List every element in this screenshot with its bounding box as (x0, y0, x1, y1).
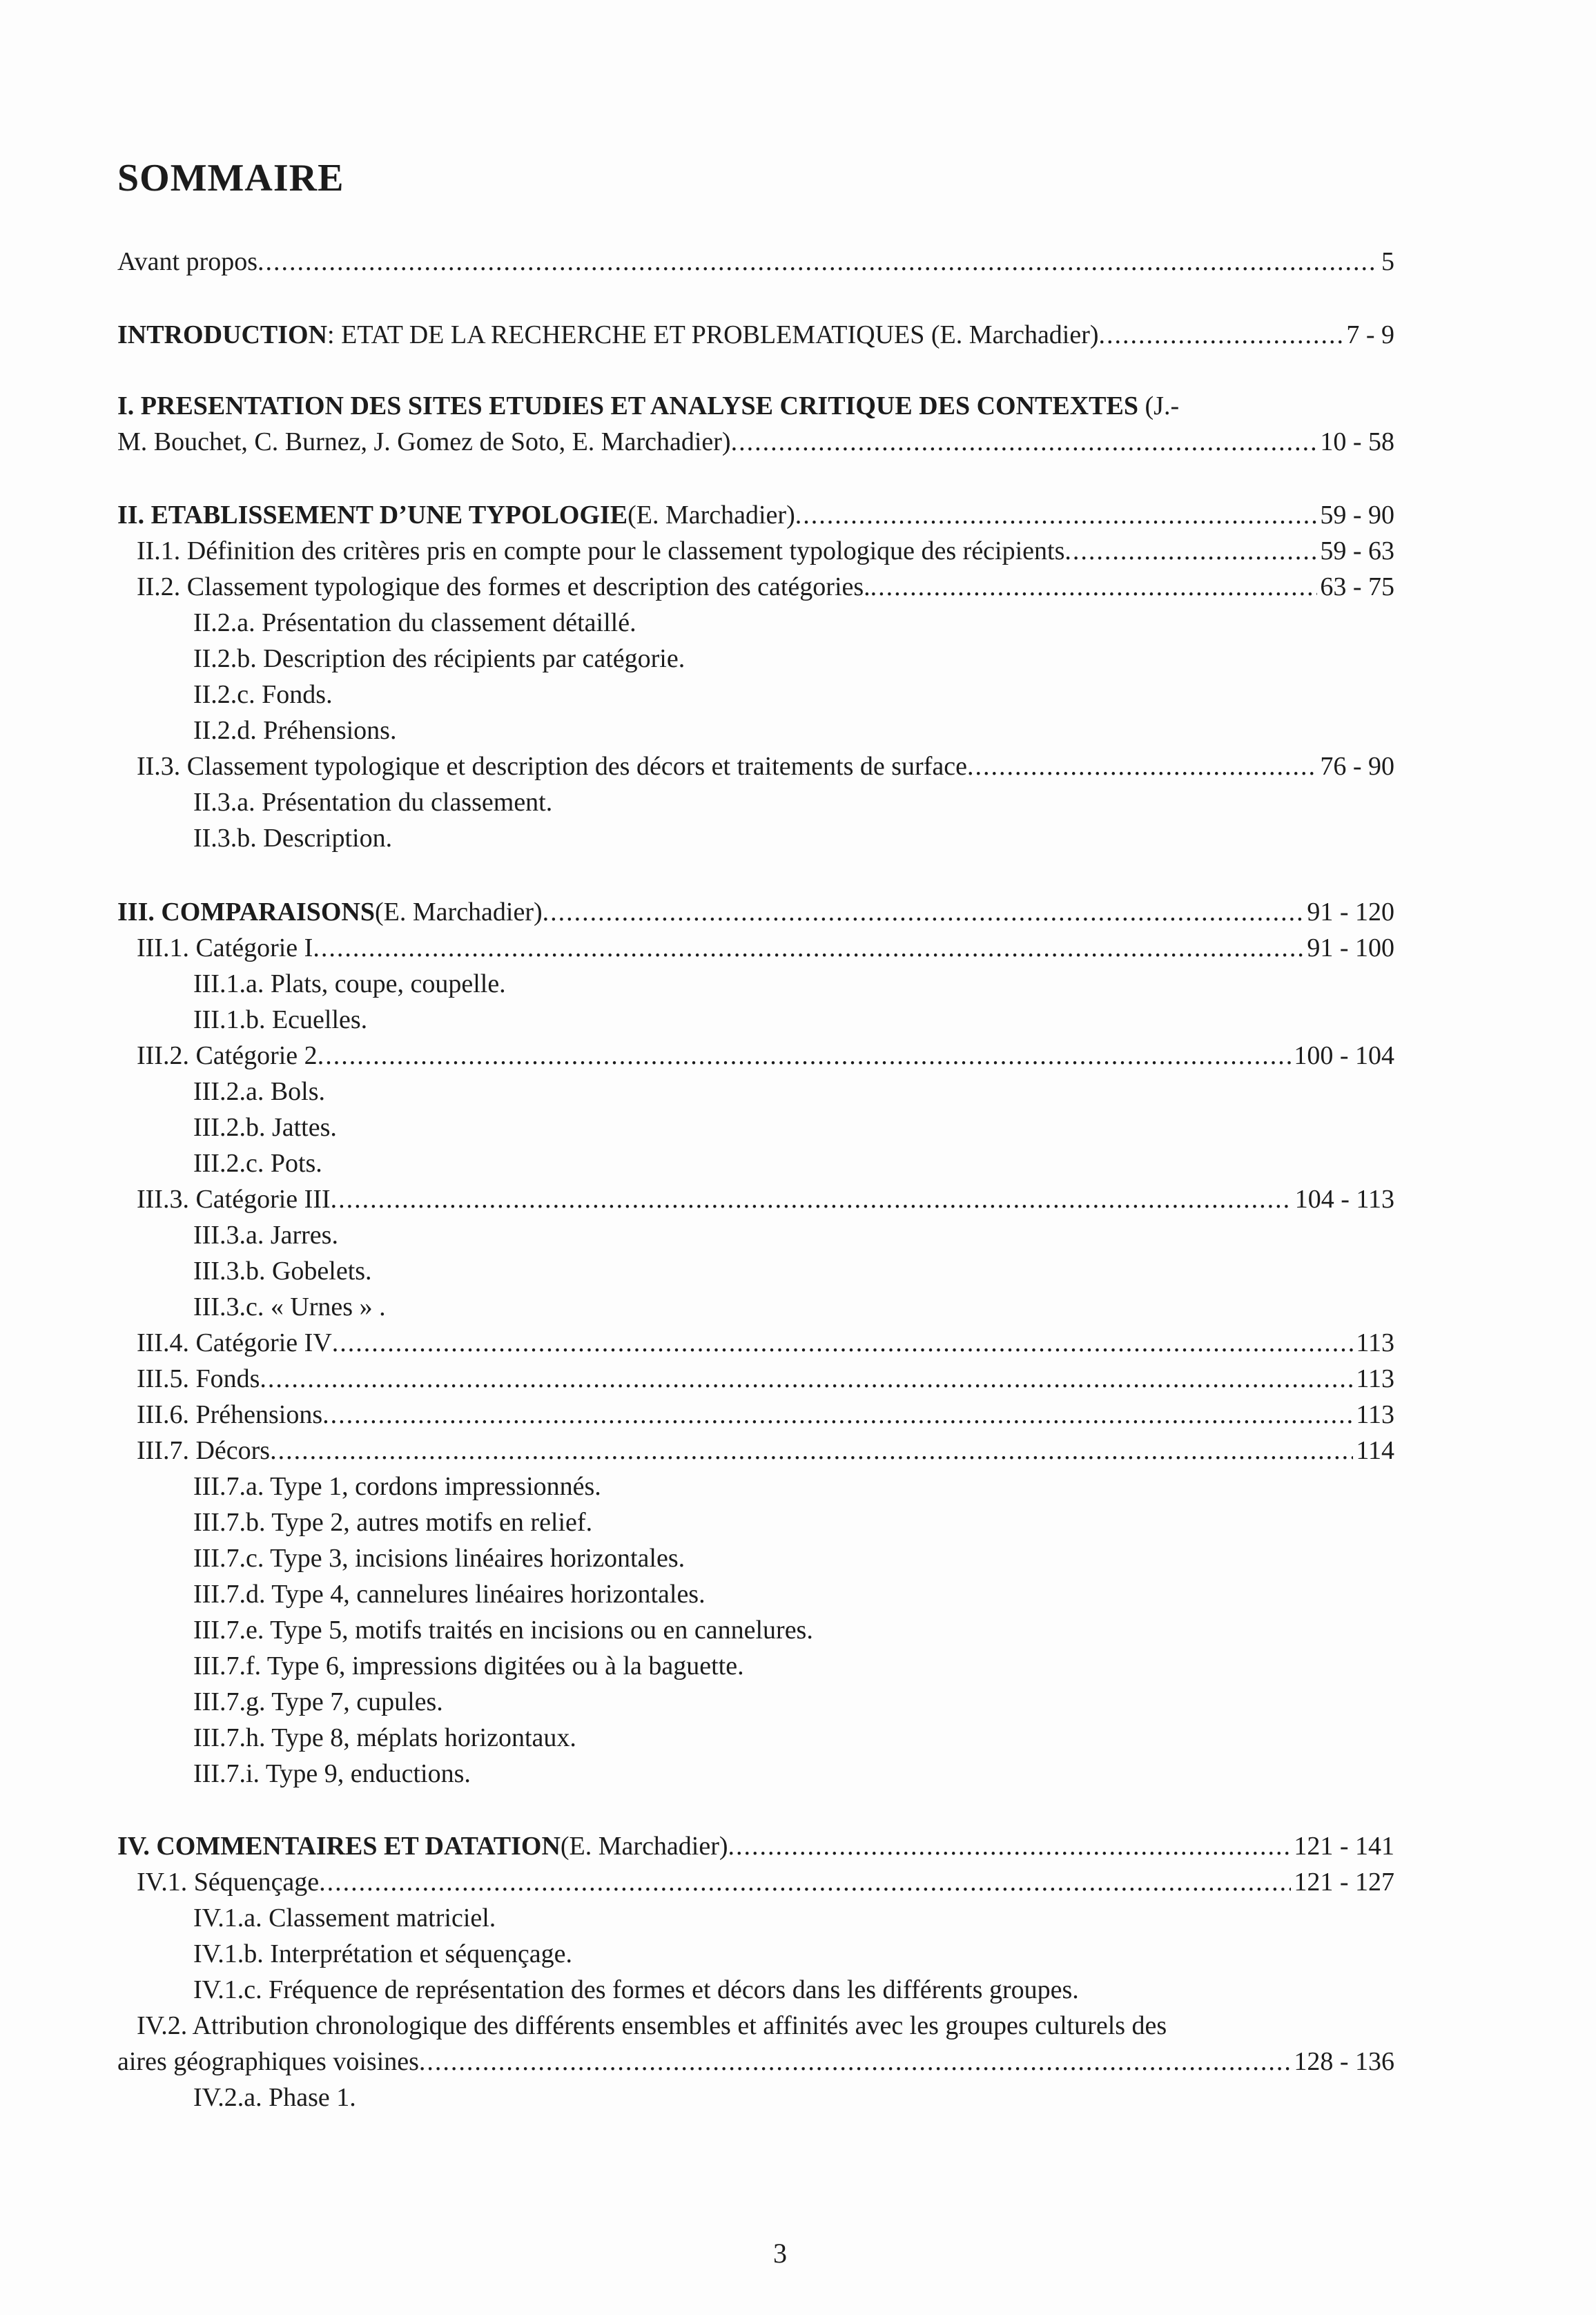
toc-entry-label: III.3. Catégorie III (137, 1185, 331, 1214)
toc-entry-page: 59 - 63 (1320, 536, 1394, 565)
toc-entry-line-2[interactable] (117, 424, 1394, 460)
page-number: 3 (773, 2238, 787, 2269)
toc-entry[interactable] (117, 497, 1394, 533)
dot-leader (967, 748, 1317, 784)
toc-entry-page: 76 - 90 (1320, 752, 1394, 781)
toc-subentry[interactable]: III.7.c. Type 3, incisions linéaires horizontales. (193, 1544, 685, 1573)
toc-subentry[interactable]: III.3.c. « Urnes » . (193, 1292, 386, 1321)
toc-entry-label: (E. Marchadier) (560, 1832, 728, 1861)
toc-subentry[interactable]: III.7.f. Type 6, impressions digitées ou à la baguette. (193, 1652, 744, 1680)
toc-entry-label: II.3. Classement typologique et description des décors et traitements de surface (137, 752, 967, 781)
toc-subentry[interactable]: III.3.b. Gobelets. (193, 1257, 372, 1286)
dot-leader (318, 1038, 1292, 1074)
toc-entry-page: 113 (1356, 1328, 1394, 1357)
toc-entry[interactable] (137, 569, 1394, 605)
toc-entry[interactable] (137, 1325, 1394, 1361)
dot-leader (332, 1325, 1354, 1361)
toc-entry[interactable] (137, 1038, 1394, 1074)
toc-entry-page: 128 - 136 (1294, 2047, 1394, 2076)
toc-entry[interactable] (117, 1828, 1394, 1864)
toc-subentry[interactable]: III.7.d. Type 4, cannelures linéaires horizontales. (193, 1580, 705, 1609)
toc-entry[interactable] (137, 1433, 1394, 1469)
toc-subentry[interactable]: III.7.a. Type 1, cordons impressionnés. (193, 1472, 601, 1501)
toc-section-heading: INTRODUCTION (117, 320, 328, 349)
dot-leader (543, 894, 1305, 930)
toc-subentry[interactable]: III.2.a. Bols. (193, 1077, 326, 1106)
toc-entry-page: 10 - 58 (1320, 427, 1394, 456)
toc-entry[interactable] (117, 894, 1394, 930)
toc-entry-label: II.2. Classement typologique des formes et description des catégories. (137, 572, 870, 601)
toc-entry-page: 91 - 120 (1307, 898, 1394, 927)
toc-entry-page: 114 (1356, 1436, 1394, 1465)
toc-subentry[interactable]: III.1.b. Ecuelles. (193, 1005, 368, 1034)
dot-leader (313, 930, 1304, 966)
toc-entry-page: 121 - 141 (1294, 1832, 1394, 1861)
toc-entry[interactable] (137, 748, 1394, 784)
toc-subentry[interactable]: III.2.c. Pots. (193, 1149, 322, 1178)
toc-entry[interactable] (137, 533, 1394, 569)
toc-subentry[interactable]: III.7.i. Type 9, enductions. (193, 1759, 471, 1788)
dot-leader (260, 1361, 1353, 1397)
toc-entry[interactable] (137, 930, 1394, 966)
toc-entry-label: (E. Marchadier) (375, 898, 543, 927)
toc-subentry[interactable]: IV.1.a. Classement matriciel. (193, 1904, 496, 1933)
toc-section-heading: I. PRESENTATION DES SITES ETUDIES ET ANALYSE CRITIQUE DES CONTEXTES (117, 391, 1138, 420)
toc-subentry[interactable]: III.1.a. Plats, coupe, coupelle. (193, 969, 506, 998)
dot-leader (419, 2044, 1291, 2080)
toc-entry-label: IV.1. Séquençage (137, 1868, 320, 1897)
toc-subentry[interactable]: III.7.h. Type 8, méplats horizontaux. (193, 1723, 576, 1752)
dot-leader (870, 569, 1318, 605)
toc-entry-page: 7 - 9 (1346, 320, 1394, 349)
toc-subentry[interactable]: IV.1.b. Interprétation et séquençage. (193, 1939, 573, 1968)
dot-leader (322, 1397, 1353, 1433)
toc-entry-label: III.2. Catégorie 2 (137, 1041, 318, 1070)
toc-entry-page: 5 (1381, 247, 1394, 276)
dot-leader (1099, 317, 1344, 353)
toc-subentry[interactable]: III.3.a. Jarres. (193, 1221, 338, 1250)
dot-leader (257, 244, 1379, 280)
toc-entry-page: 113 (1356, 1400, 1394, 1429)
toc-entry-page: 63 - 75 (1320, 572, 1394, 601)
toc-entry-label: : ETAT DE LA RECHERCHE ET PROBLEMATIQUES (E. Marchadier) (327, 320, 1099, 349)
dot-leader (331, 1181, 1292, 1217)
toc-entry[interactable] (137, 1361, 1394, 1397)
page-title: SOMMAIRE (117, 157, 344, 200)
toc-subentry[interactable]: II.2.b. Description des récipients par catégorie. (193, 644, 685, 673)
toc-entry-label: Avant propos (117, 247, 257, 276)
toc-entry-page: 121 - 127 (1294, 1868, 1394, 1897)
toc-subentry[interactable]: III.7.b. Type 2, autres motifs en relief. (193, 1508, 593, 1537)
toc-entry-label: III.7. Décors (137, 1436, 271, 1465)
toc-entry[interactable] (117, 244, 1394, 280)
toc-entry[interactable] (137, 1397, 1394, 1433)
toc-entry-page: 100 - 104 (1294, 1041, 1394, 1070)
toc-entry-line-1[interactable]: IV.2. Attribution chronologique des différents ensembles et affinités avec les groupes culturels des (137, 2011, 1167, 2040)
toc-entry-label: III.4. Catégorie IV (137, 1328, 332, 1357)
toc-entry-label: (E. Marchadier) (627, 501, 795, 530)
toc-subentry[interactable]: III.7.g. Type 7, cupules. (193, 1687, 443, 1716)
toc-entry-page: 91 - 100 (1307, 933, 1394, 962)
toc-entry-label: II.1. Définition des critères pris en compte pour le classement typologique des récipients (137, 536, 1065, 565)
toc-entry-label: aires géographiques voisines (117, 2047, 419, 2076)
toc-entry-line-1[interactable] (117, 388, 1394, 424)
toc-subentry[interactable]: III.7.e. Type 5, motifs traités en incisions ou en cannelures. (193, 1616, 813, 1645)
toc-entry-page: 113 (1356, 1364, 1394, 1393)
toc-subentry[interactable]: III.2.b. Jattes. (193, 1113, 337, 1142)
dot-leader (1064, 533, 1317, 569)
dot-leader (319, 1864, 1291, 1900)
toc-entry-label: III.6. Préhensions (137, 1400, 323, 1429)
toc-section-heading: III. COMPARAISONS (117, 898, 376, 927)
toc-subentry[interactable]: II.2.d. Préhensions. (193, 716, 397, 745)
dot-leader (270, 1433, 1353, 1469)
toc-entry-label: III.5. Fonds (137, 1364, 260, 1393)
toc-entry-line-2[interactable] (117, 2044, 1394, 2080)
dot-leader (731, 424, 1318, 460)
toc-entry-label: III.1. Catégorie I (137, 933, 313, 962)
toc-section-heading: IV. COMMENTAIRES ET DATATION (117, 1832, 561, 1861)
toc-entry-label: (J.- (1138, 391, 1180, 420)
toc-subentry[interactable]: II.2.c. Fonds. (193, 680, 333, 709)
toc-subentry[interactable]: II.2.a. Présentation du classement détaillé. (193, 608, 636, 637)
toc-subentry[interactable]: IV.1.c. Fréquence de représentation des formes et décors dans les différents groupes. (193, 1975, 1079, 2004)
toc-entry-page: 59 - 90 (1320, 501, 1394, 530)
toc-subentry[interactable]: II.3.a. Présentation du classement. (193, 788, 553, 817)
dot-leader (728, 1828, 1292, 1864)
toc-section-heading: II. ETABLISSEMENT D’UNE TYPOLOGIE (117, 501, 628, 530)
toc-subentry[interactable]: IV.2.a. Phase 1. (193, 2083, 356, 2112)
toc-entry-page: 104 - 113 (1294, 1185, 1394, 1214)
toc-entry[interactable] (117, 317, 1394, 353)
dot-leader (795, 497, 1318, 533)
toc-subentry[interactable]: II.3.b. Description. (193, 824, 393, 853)
toc-entry[interactable] (137, 1181, 1394, 1217)
toc-entry-label: M. Bouchet, C. Burnez, J. Gomez de Soto, E. Marchadier) (117, 427, 731, 456)
toc-entry[interactable] (137, 1864, 1394, 1900)
